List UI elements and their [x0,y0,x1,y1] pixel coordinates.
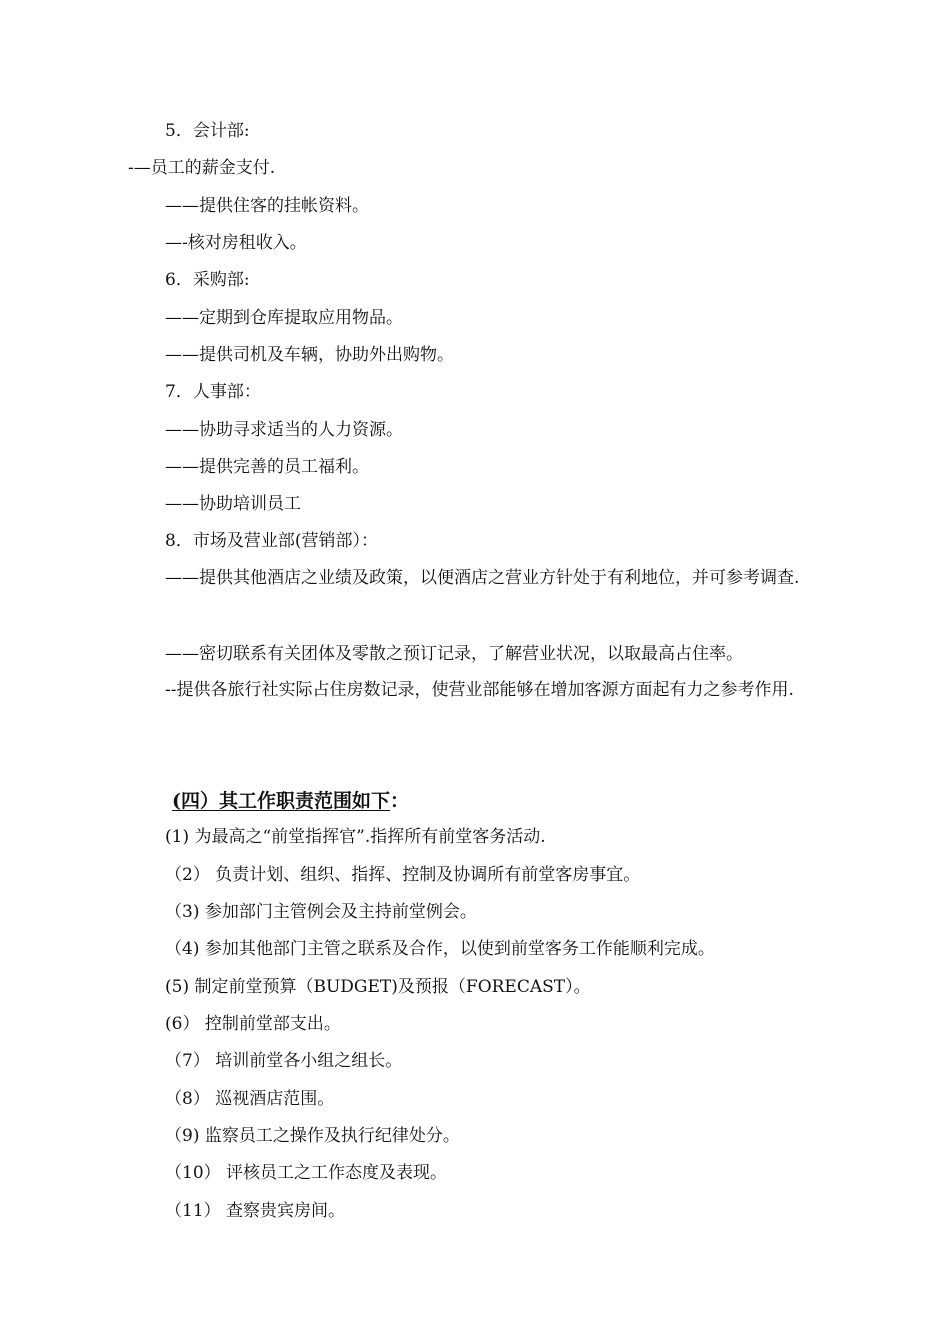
duty-item: (5) 制定前堂预算（BUDGET)及预报（FORECAST）。 [165,977,591,997]
list-item: ——定期到仓库提取应用物品。 [165,308,403,328]
section-heading-text: (四）其工作职责范围如下 [172,790,390,812]
duty-item: （7） 培训前堂各小组之组长。 [165,1051,403,1071]
duty-item: （2） 负责计划、组织、指挥、控制及协调所有前堂客房事宜。 [165,865,641,885]
duty-item: (1) 为最高之“前堂指挥官”.指挥所有前堂客务活动. [165,827,546,847]
list-item: ——提供司机及车辆，协助外出购物。 [165,345,454,365]
dept-heading-purchasing: 6．采购部: [165,270,250,290]
paragraph: --提供各旅行社实际占住房数记录，使营业部能够在增加客源方面起有力之参考作用. [165,680,794,700]
dept-heading-personnel: 7．人事部： [165,382,261,402]
duty-item: （10） 评核员工之工作态度及表现。 [165,1163,448,1183]
list-item: ——密切联系有关团体及零散之预订记录，了解营业状况，以取最高占住率。 [165,644,743,664]
section-heading [172,789,409,813]
list-item: ——协助培训员工 [165,494,301,514]
list-item: ——协助寻求适当的人力资源。 [165,420,403,440]
duty-item: （9) 监察员工之操作及执行纪律处分。 [165,1126,460,1146]
list-item: ——提供住客的挂帐资料。 [165,196,369,216]
duty-item: (6） 控制前堂部支出。 [165,1014,341,1034]
list-item: ——提供完善的员工福利。 [165,457,369,477]
duty-item: （3) 参加部门主管例会及主持前堂例会。 [165,902,477,922]
dept-heading-accounting: 5．会计部: [165,121,250,141]
section-heading-colon: ： [390,790,410,812]
list-item: -—员工的薪金支付. [128,158,276,178]
duty-item: （4) 参加其他部门主管之联系及合作，以使到前堂客务工作能顺利完成。 [165,939,715,959]
duty-item: （8） 巡视酒店范围。 [165,1089,335,1109]
duty-item: （11） 查察贵宾房间。 [165,1201,346,1221]
paragraph: ——提供其他酒店之业绩及政策，以便酒店之营业方针处于有利地位，并可参考调查. [165,568,800,588]
list-item: —-核对房租收入。 [165,233,307,253]
dept-heading-marketing: 8．市场及营业部(营销部）： [165,531,378,551]
